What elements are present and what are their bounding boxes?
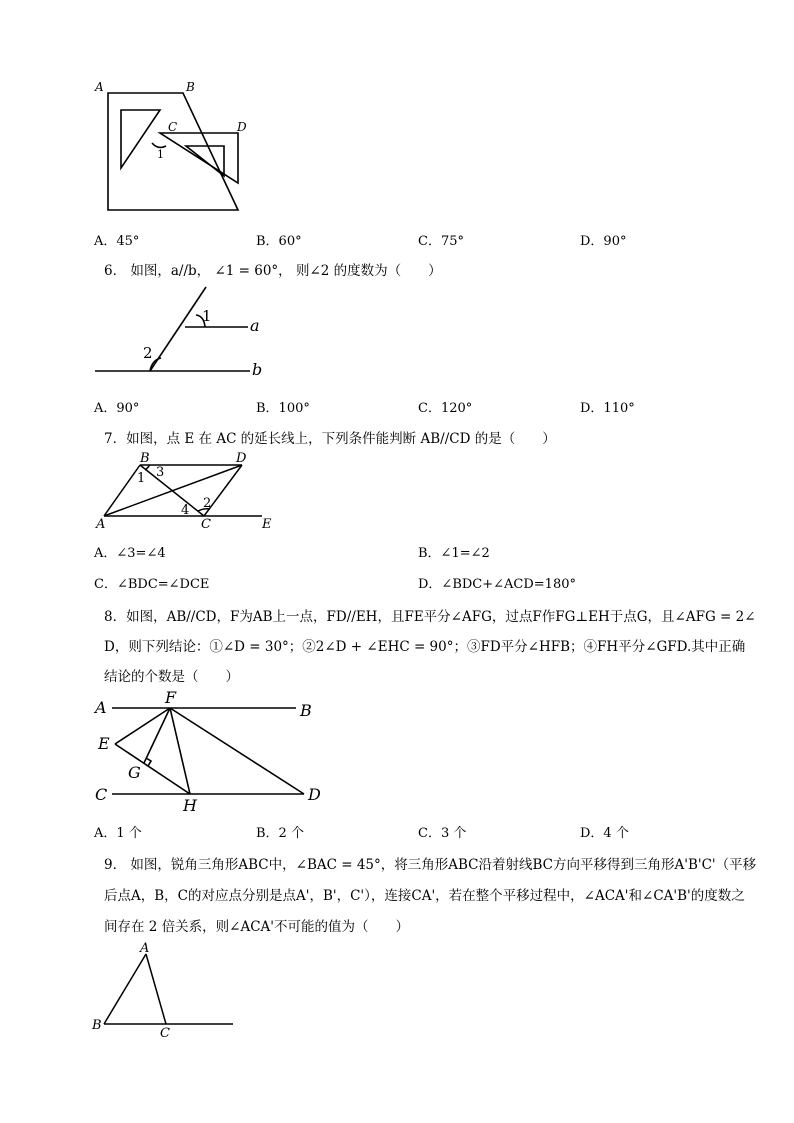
q8-label-E: E (98, 734, 110, 753)
q6-label-2: 2 (143, 344, 153, 362)
q5-option-b[interactable]: B．60° (256, 234, 302, 249)
q6-option-a[interactable]: A．90° (94, 401, 140, 416)
q9-text-line1: 9． 如图，锐角三角形ABC中，∠BAC = 45°，将三角形ABC沿着射线BC方向平移得到三角形A'B'C'（平移 (104, 857, 757, 873)
q9-label-C: C (160, 1026, 170, 1041)
q7-label-3: 3 (156, 465, 165, 480)
q7-label-4: 4 (181, 503, 190, 518)
q9-label-B: B (92, 1018, 102, 1033)
q6-option-b[interactable]: B．100° (256, 401, 310, 416)
q8-label-H: H (183, 796, 197, 815)
q8-label-B: B (300, 701, 312, 720)
q8-option-c[interactable]: C．3 个 (418, 826, 467, 841)
q5-option-d[interactable]: D．90° (580, 234, 627, 249)
q8-label-F: F (165, 688, 177, 707)
q8-label-A: A (95, 698, 107, 717)
q7-option-d[interactable]: D．∠BDC+∠ACD=180° (418, 577, 576, 592)
q7-option-c[interactable]: C．∠BDC=∠DCE (94, 577, 210, 592)
q6-label-1: 1 (202, 307, 212, 325)
q5-label-A: A (95, 80, 104, 94)
q5-option-c[interactable]: C．75° (418, 234, 464, 249)
q5-label-B: B (186, 80, 195, 94)
q7-label-B: B (140, 451, 150, 466)
q8-option-d[interactable]: D．4 个 (580, 826, 629, 841)
q7-label-C: C (201, 517, 211, 532)
q9-side-AB (104, 954, 146, 1024)
q8-text-line3: 结论的个数是（ ） (104, 669, 239, 685)
q8-option-a[interactable]: A．1 个 (94, 826, 142, 841)
q5-label-D: D (237, 120, 247, 134)
q7-label-2: 2 (203, 496, 212, 511)
q7-label-1: 1 (137, 471, 146, 486)
q8-label-C: C (95, 785, 108, 804)
q9-text-line2: 后点A，B，C的对应点分别是点A'，B'，C'），连接CA'，若在整个平移过程中，∠ACA'和∠CA'B'的度数之 (104, 888, 745, 904)
q8-text-line1: 8．如图，AB//CD，F为AB上一点，FD//EH，且FE平分∠AFG，过点F作FG⊥EH于点G，且∠AFG = 2∠ (104, 609, 756, 625)
q7-label-A: A (96, 517, 106, 532)
q6-option-d[interactable]: D．110° (580, 401, 635, 416)
q8-label-D: D (308, 785, 321, 804)
q5-label-1: 1 (157, 148, 164, 161)
q8-label-G: G (128, 763, 141, 782)
q6-label-b: b (252, 360, 263, 379)
q6-option-c[interactable]: C．120° (418, 401, 473, 416)
q6-text: 6． 如图，a//b， ∠1 = 60°， 则∠2 的度数为（ ） (104, 263, 442, 279)
q7-option-a[interactable]: A．∠3=∠4 (94, 546, 166, 561)
q7-label-E: E (262, 517, 272, 532)
q9-label-A: A (140, 941, 150, 956)
q7-label-D: D (236, 451, 247, 466)
q5-label-C: C (168, 120, 178, 134)
q6-label-a: a (250, 316, 260, 335)
q8-text-line2: D，则下列结论：①∠D = 30°；②2∠D + ∠EHC = 90°；③FD平分∠HFB；④FH平分∠GFD.其中正确 (104, 639, 746, 655)
q7-text: 7．如图，点 E 在 AC 的延长线上，下列条件能判断 AB//CD 的是（ ） (104, 431, 556, 447)
q5-option-a[interactable]: A．45° (94, 234, 140, 249)
q9-side-AC (146, 954, 166, 1024)
q8-option-b[interactable]: B．2 个 (256, 826, 304, 841)
q7-option-b[interactable]: B．∠1=∠2 (418, 546, 490, 561)
q9-text-line3: 间存在 2 倍关系，则∠ACA'不可能的值为（ ） (104, 919, 410, 935)
